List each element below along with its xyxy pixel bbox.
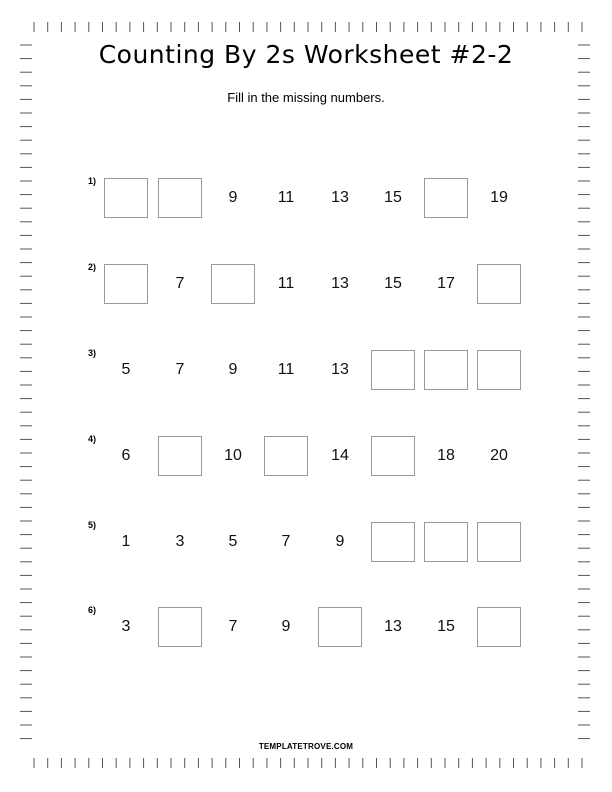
answer-box[interactable] — [477, 350, 521, 390]
sequence-number: 13 — [331, 189, 349, 206]
problem-row — [0, 176, 612, 236]
answer-box[interactable] — [104, 178, 148, 218]
sequence-number: 14 — [331, 447, 349, 464]
sequence-number: 15 — [437, 618, 455, 635]
answer-box[interactable] — [104, 264, 148, 304]
sequence-number: 9 — [228, 361, 238, 378]
sequence-number: 5 — [121, 361, 131, 378]
problem-number: 1) — [88, 176, 97, 186]
sequence-number: 11 — [277, 275, 295, 292]
answer-box[interactable] — [158, 178, 202, 218]
sequence-number: 7 — [175, 275, 185, 292]
answer-box[interactable] — [424, 350, 468, 390]
sequence-number: 10 — [224, 447, 242, 464]
footer-site-label: TEMPLATETROVE.COM — [258, 742, 354, 751]
problem-row — [0, 434, 612, 494]
sequence-number: 5 — [228, 533, 238, 550]
instruction-text: Fill in the missing numbers. — [227, 90, 385, 105]
sequence-number: 13 — [331, 275, 349, 292]
answer-box[interactable] — [211, 264, 255, 304]
problem-row — [0, 520, 612, 580]
answer-box[interactable] — [371, 350, 415, 390]
problem-number: 2) — [88, 262, 97, 272]
sequence-number: 13 — [331, 361, 349, 378]
sequence-number: 18 — [437, 447, 455, 464]
sequence-number: 15 — [384, 275, 402, 292]
sequence-number: 19 — [490, 189, 508, 206]
answer-box[interactable] — [371, 436, 415, 476]
answer-box[interactable] — [424, 178, 468, 218]
sequence-number: 17 — [437, 275, 455, 292]
sequence-number: 13 — [384, 618, 402, 635]
answer-box[interactable] — [264, 436, 308, 476]
answer-box[interactable] — [477, 522, 521, 562]
answer-box[interactable] — [158, 436, 202, 476]
problem-number: 5) — [88, 520, 97, 530]
answer-box[interactable] — [371, 522, 415, 562]
worksheet-title: Counting By 2s Worksheet #2-2 — [98, 40, 514, 69]
sequence-number: 7 — [175, 361, 185, 378]
sequence-number: 3 — [121, 618, 131, 635]
problem-number: 3) — [88, 348, 97, 358]
sequence-number: 6 — [121, 447, 131, 464]
sequence-number: 11 — [277, 361, 295, 378]
problem-row — [0, 605, 612, 665]
answer-box[interactable] — [477, 607, 521, 647]
problem-row — [0, 348, 612, 408]
sequence-number: 3 — [175, 533, 185, 550]
answer-box[interactable] — [318, 607, 362, 647]
sequence-number: 1 — [121, 533, 131, 550]
sequence-number: 9 — [281, 618, 291, 635]
answer-box[interactable] — [477, 264, 521, 304]
sequence-number: 15 — [384, 189, 402, 206]
sequence-number: 7 — [228, 618, 238, 635]
answer-box[interactable] — [158, 607, 202, 647]
sequence-number: 9 — [228, 189, 238, 206]
problem-number: 6) — [88, 605, 97, 615]
sequence-number: 7 — [281, 533, 291, 550]
problem-row — [0, 262, 612, 322]
sequence-number: 20 — [490, 447, 508, 464]
problem-number: 4) — [88, 434, 97, 444]
sequence-number: 11 — [277, 189, 295, 206]
answer-box[interactable] — [424, 522, 468, 562]
sequence-number: 9 — [335, 533, 345, 550]
